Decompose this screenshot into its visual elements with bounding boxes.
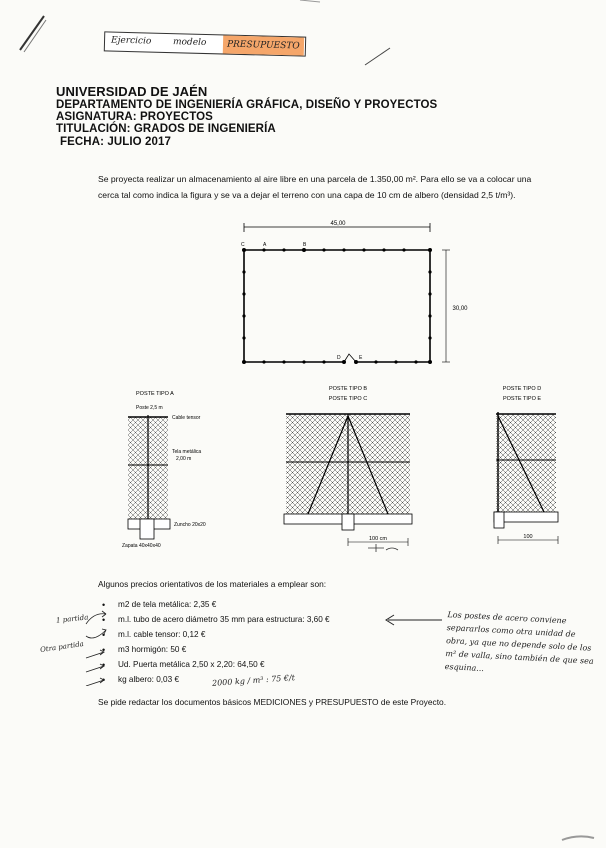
fence-perimeter <box>244 250 430 362</box>
tag-text-1: Ejercicio <box>110 35 152 47</box>
price-text: m.l. cable tensor: 0,12 € <box>118 630 206 639</box>
price-text: m3 hormigón: 50 € <box>118 645 187 654</box>
post-a-title: POSTE TIPO A <box>136 391 174 397</box>
site-plan <box>228 220 488 380</box>
post-type-de-drawing <box>488 380 568 550</box>
post-de-mesh <box>496 414 556 512</box>
gate <box>344 354 356 362</box>
handwritten-note-partida: 1 partida <box>55 613 89 625</box>
bottom-smudge <box>560 830 600 844</box>
post-e-title: POSTE TIPO E <box>502 396 542 402</box>
tag-highlight: PRESUPUESTO <box>223 35 304 55</box>
price-item: • Ud. Puerta metálica 2,50 x 2,20: 64,50 € <box>102 660 265 670</box>
handwritten-arrow-note <box>380 612 446 626</box>
handwritten-note-otra-partida: Otra partida <box>39 639 85 655</box>
post-a-height: Poste 2,5 m <box>136 405 163 411</box>
post-d-title: POSTE TIPO D <box>502 386 542 392</box>
university-name: UNIVERSIDAD DE JAÉN <box>56 84 208 99</box>
handwritten-arrows <box>80 606 120 686</box>
post-label-e: E <box>359 355 363 361</box>
price-text: m2 de tela metálica: 2,35 € <box>118 600 217 609</box>
prices-title: Algunos precios orientativos de los materiales a emplear son: <box>98 579 327 589</box>
post-a-cable: Cable tensor <box>172 415 201 421</box>
post-a-mesh-height: 2,00 m <box>176 456 192 462</box>
department-name: DEPARTAMENTO DE INGENIERÍA GRÁFICA, DISEÑO Y PROYECTOS <box>56 99 438 111</box>
post-a-mesh-label: Tela metálica <box>172 449 202 455</box>
post-markers <box>242 248 432 364</box>
price-item: • m3 hormigón: 50 € <box>102 645 187 655</box>
post-label-d: D <box>337 355 341 361</box>
post-label-a: A <box>263 242 267 248</box>
degree-name: TITULACIÓN: GRADOS DE INGENIERÍA <box>56 123 276 135</box>
post-type-bc-drawing <box>280 380 420 555</box>
width-label: 45,00 <box>330 221 346 227</box>
post-de-dimension: 100 <box>523 534 533 540</box>
price-text: Ud. Puerta metálica 2,50 x 2,20: 64,50 € <box>118 660 265 669</box>
tag-text-2: modelo <box>172 37 207 49</box>
handwritten-note-postes: Los postes de acero conviene separarlos como otra unidad de obra, ya que no depende solo de los m² de valla, sino también de que sea esquina... <box>444 610 594 674</box>
request-text: Se pide redactar los documentos básicos MEDICIONES y PRESUPUESTO de este Proyecto. <box>98 697 447 707</box>
post-a-footing-label: Zapata 40x40x40 <box>122 543 161 549</box>
price-text: kg albero: 0,03 € <box>118 675 179 684</box>
post-label-c: C <box>241 242 245 248</box>
exam-date: FECHA: JULIO 2017 <box>60 136 171 148</box>
price-item: • kg albero: 0,03 € <box>102 675 179 685</box>
handwritten-calc: 2000 kg / m³ : 75 €/t <box>211 673 296 688</box>
post-bc-dimension: 100 cm <box>368 536 388 542</box>
height-label: 30,00 <box>452 306 468 312</box>
post-label-b: B <box>303 242 307 248</box>
post-a-beam-label: Zuncho 20x20 <box>174 522 206 528</box>
price-text: m.l. tubo de acero diámetro 35 mm para estructura: 3,60 € <box>118 615 330 624</box>
price-item: • m2 de tela metálica: 2,35 € <box>102 600 217 610</box>
intro-paragraph: Se proyecta realizar un almacenamiento al aire libre en una parcela de 1.350,00 m². Para ello se va a colocar una cerca tal como indica la figura y se va a dejar el terreno con una capa de 10 cm de albero (densidad 2,5 t/m³). <box>98 174 532 200</box>
post-type-a-drawing <box>118 385 228 550</box>
post-a-footing <box>140 519 154 539</box>
subject-name: ASIGNATURA: PROYECTOS <box>56 111 213 123</box>
price-item: • m.l. tubo de acero diámetro 35 mm para estructura: 3,60 € <box>102 615 330 625</box>
post-c-title: POSTE TIPO C <box>328 396 368 402</box>
post-b-title: POSTE TIPO B <box>328 386 368 392</box>
price-item: • m.l. cable tensor: 0,12 € <box>102 630 206 640</box>
